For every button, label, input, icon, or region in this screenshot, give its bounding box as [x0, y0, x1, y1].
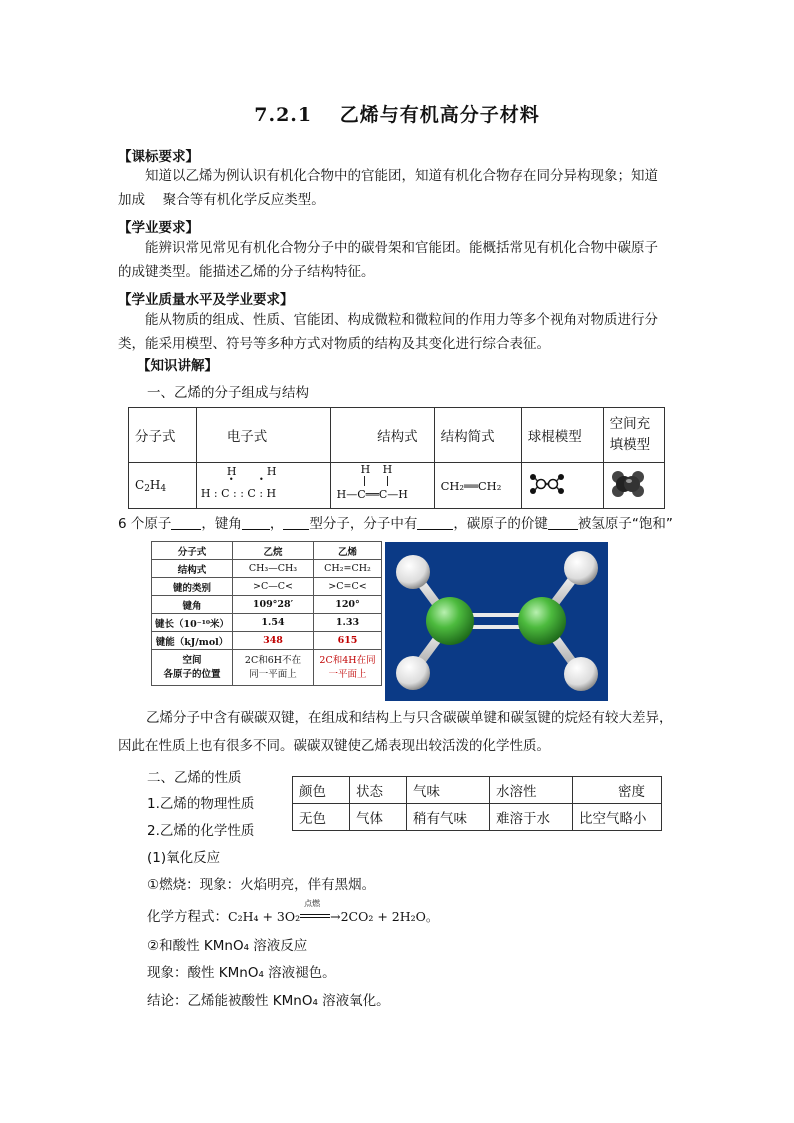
cmp-r1a: CH₃—CH₃	[233, 560, 314, 578]
pp-h5: 密度	[573, 777, 662, 804]
cmp-r3: 键角	[152, 596, 233, 614]
cmp-r2b: >C=C<	[314, 578, 382, 596]
cmp-r3b: 120°	[314, 596, 382, 614]
section-structure-title: 一、乙烯的分子组成与结构	[147, 385, 309, 401]
structure-table	[128, 407, 665, 509]
comparison-table	[151, 541, 382, 686]
e-top-h1: H	[226, 465, 237, 478]
page-title: 7.2.1 乙烯与有机高分子材料	[254, 104, 540, 126]
cmp-r6-1: 空间	[182, 654, 202, 666]
hydrogen-atom-4	[564, 657, 598, 691]
curriculum-text-1: 知道以乙烯为例认识有机化合物中的官能团，知道有机化合物存在同分异构现象；知道	[145, 168, 658, 184]
cmp-r3a: 109°28′	[233, 596, 314, 614]
eq-label: 化学方程式：	[147, 909, 228, 925]
pp-v4: 难溶于水	[490, 804, 573, 831]
eq-arrow	[300, 899, 330, 921]
cmp-r4: 键长（10⁻¹⁰米）	[152, 614, 233, 632]
cmp-r6a-1: 2C和6H不在	[244, 654, 302, 666]
eq-condition: 点燃	[304, 899, 321, 908]
combustion-text: ①燃烧：现象：火焰明亮，伴有黑烟。	[147, 877, 376, 893]
cmp-r6a-2: 同一平面上	[249, 668, 297, 680]
hydrogen-atom-3	[564, 551, 598, 585]
chemical-properties-label: 2.乙烯的化学性质	[147, 823, 255, 839]
th-formula: 分子式	[129, 408, 197, 463]
academic-text-2: 的成键类型。能描述乙烯的分子结构特征。	[118, 264, 375, 280]
cmp-r6	[152, 650, 233, 686]
cmp-r4a: 1.54	[233, 614, 314, 632]
s-bond-2	[387, 476, 388, 486]
th-space-fill	[603, 408, 664, 463]
e-dots: • •	[228, 475, 264, 484]
eq-left: C₂H₄ + 3O₂	[228, 909, 301, 924]
physical-properties-label: 1.乙烯的物理性质	[147, 796, 255, 812]
kmno4-phenomenon: 现象：酸性 KMnO₄ 溶液褪色。	[147, 965, 336, 981]
cmp-r4b: 1.33	[314, 614, 382, 632]
cmp-r6a	[233, 650, 314, 686]
e-row: H : C : : C : H	[200, 487, 277, 500]
combustion-equation	[147, 899, 439, 925]
cmp-r1b: CH₂=CH₂	[314, 560, 382, 578]
cell-formula	[129, 463, 197, 509]
kmno4-reaction-label: ②和酸性 KMnO₄ 溶液反应	[147, 938, 308, 954]
cmp-r2: 键的类别	[152, 578, 233, 596]
pp-v1: 无色	[293, 804, 350, 831]
cmp-r5b: 615	[314, 632, 382, 650]
ball-stick-model-icon	[528, 473, 566, 495]
cmp-r5: 键能（kJ/mol）	[152, 632, 233, 650]
heading-academic: 【学业要求】	[118, 220, 199, 236]
cell-space-fill	[603, 463, 664, 509]
cmp-h1: 乙烷	[233, 542, 314, 560]
cmp-r2a: >C—C<	[233, 578, 314, 596]
pp-h3: 气味	[407, 777, 490, 804]
physical-properties-table	[292, 776, 662, 831]
cmp-r6b	[314, 650, 382, 686]
s-top-h2: H	[382, 463, 393, 476]
formula-sub4: 4	[160, 483, 167, 494]
th-space-fill-2: 填模型	[609, 437, 651, 453]
curriculum-text-2: 加成 聚合等有机化学反应类型。	[118, 192, 325, 208]
section-properties-title: 二、乙烯的性质	[147, 770, 242, 786]
th-structural: 结构式	[330, 408, 434, 463]
ethylene-molecule-model	[385, 542, 608, 701]
pp-h4: 水溶性	[490, 777, 573, 804]
carbon-atom-1	[426, 597, 474, 645]
blank-sentence	[118, 512, 673, 532]
heading-quality: 【学业质量水平及学业要求】	[118, 292, 294, 308]
blank-text-6: 被氢原子“饱和”	[577, 516, 673, 532]
th-ball-stick: 球棍模型	[521, 408, 603, 463]
th-electron: 电子式	[196, 408, 330, 463]
e-top-h2: H	[266, 465, 277, 478]
carbon-atom-2	[518, 597, 566, 645]
blank-5[interactable]	[548, 517, 578, 530]
th-space-fill-1: 空间充	[609, 416, 651, 432]
formula-c: C	[135, 477, 145, 492]
blank-text-4: 型分子，分子中有	[309, 516, 418, 532]
pp-v3: 稍有气味	[407, 804, 490, 831]
s-bond-1	[364, 476, 365, 486]
cmp-h2: 乙烯	[314, 542, 382, 560]
hydrogen-atom-2	[396, 656, 430, 690]
blank-2[interactable]	[242, 517, 270, 530]
hydrogen-atom-1	[396, 555, 430, 589]
cell-electron	[196, 463, 330, 509]
cmp-r1: 结构式	[152, 560, 233, 578]
pp-v2: 气体	[350, 804, 407, 831]
academic-text-1: 能辨识常见常见有机化合物分子中的碳骨架和官能团。能概括常见有机化合物中碳原子	[145, 240, 658, 256]
space-filling-model-icon	[610, 469, 646, 499]
blank-text-2: ，键角	[201, 516, 242, 532]
pp-h1: 颜色	[293, 777, 350, 804]
double-bond-text-2: 因此在性质上也有很多不同。碳碳双键使乙烯表现出较活泼的化学性质。	[118, 738, 550, 754]
cmp-r5a: 348	[233, 632, 314, 650]
blank-4[interactable]	[417, 517, 453, 530]
heading-curriculum: 【课标要求】	[118, 149, 199, 165]
s-top-h1: H	[360, 463, 371, 476]
s-row: H—C══C—H	[336, 488, 408, 501]
cmp-r6b-2: 一平面上	[328, 668, 367, 680]
blank-text-5: ，碳原子的价键	[453, 516, 548, 532]
th-simplified: 结构简式	[434, 408, 521, 463]
formula-h: H	[149, 477, 161, 492]
pp-v5: 比空气略小	[573, 804, 662, 831]
kmno4-conclusion: 结论：乙烯能被酸性 KMnO₄ 溶液氧化。	[147, 993, 390, 1009]
blank-text-1: 6 个原子	[118, 516, 172, 532]
cell-structural	[330, 463, 434, 509]
quality-text-1: 能从物质的组成、性质、官能团、构成微粒和微粒间的作用力等多个视角对物质进行分	[145, 312, 658, 328]
heading-knowledge: 【知识讲解】	[137, 358, 218, 374]
blank-3[interactable]	[283, 517, 309, 530]
cell-simplified: CH₂══CH₂	[434, 463, 521, 509]
oxidation-label: (1)氧化反应	[147, 850, 221, 866]
cmp-r6b-1: 2C和4H在同	[319, 654, 376, 666]
blank-1[interactable]	[171, 517, 201, 530]
quality-text-2: 类，能采用模型、符号等多种方式对物质的结构及其变化进行综合表征。	[118, 336, 550, 352]
blank-text-3: ，	[269, 516, 284, 532]
cmp-h0: 分子式	[152, 542, 233, 560]
eq-right: →2CO₂ + 2H₂O。	[330, 909, 439, 924]
double-bond-text-1: 乙烯分子中含有碳碳双键，在组成和结构上与只含碳碳单键和碳氢键的烷烃有较大差异，	[146, 710, 673, 726]
formula-sub2: 2	[144, 483, 150, 494]
pp-h2: 状态	[350, 777, 407, 804]
cmp-r6-2: 各原子的位置	[163, 668, 221, 680]
cell-ball-stick	[521, 463, 603, 509]
